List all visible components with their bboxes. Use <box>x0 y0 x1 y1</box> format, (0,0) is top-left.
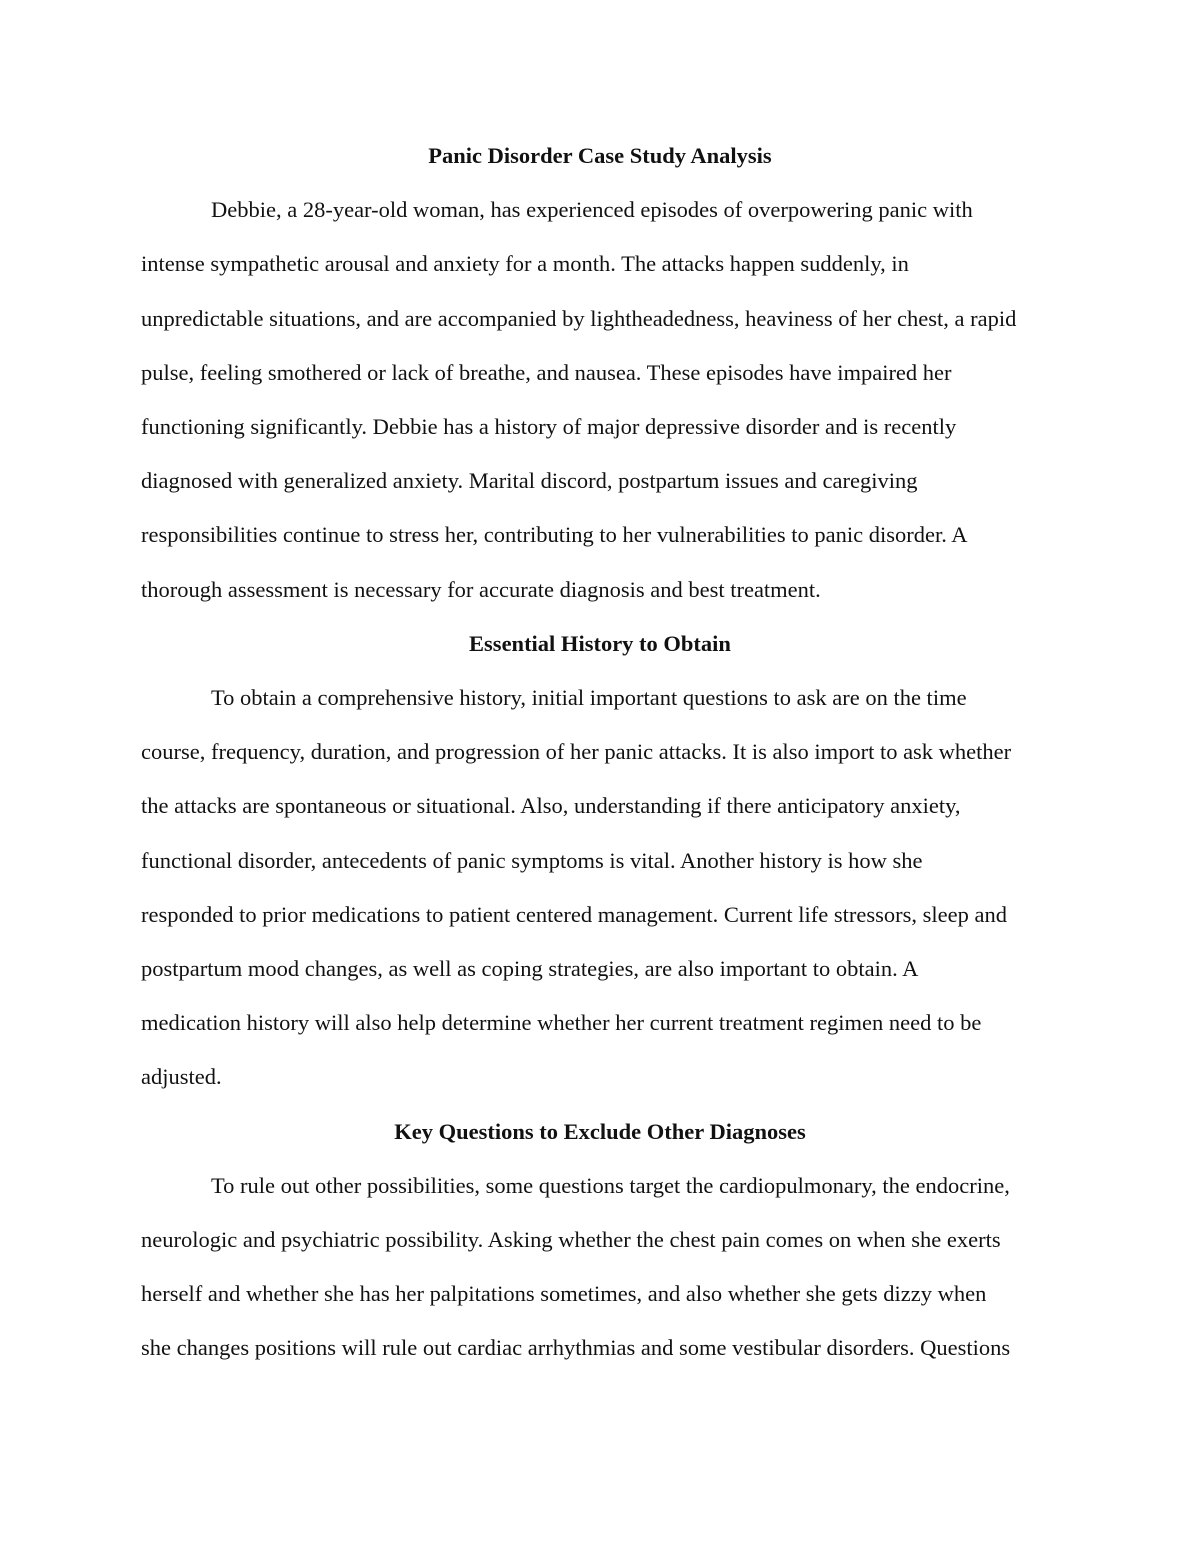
paragraph-line: responded to prior medications to patient centered management. Current life stressors, sleep and <box>141 901 1007 927</box>
section-heading-history: Essential History to Obtain <box>469 630 731 656</box>
paragraph-line: course, frequency, duration, and progression of her panic attacks. It is also import to ask whether <box>141 739 1012 765</box>
paragraph-line: To rule out other possibilities, some questions target the cardiopulmonary, the endocrine, <box>211 1172 1010 1198</box>
paragraph-line: the attacks are spontaneous or situational. Also, understanding if there anticipatory anxiety, <box>141 793 961 819</box>
paragraph-line: Debbie, a 28-year-old woman, has experienced episodes of overpowering panic with <box>211 197 973 223</box>
document-title: Panic Disorder Case Study Analysis <box>428 143 772 168</box>
paragraph-line: neurologic and psychiatric possibility. Asking whether the chest pain comes on when she exerts <box>141 1227 1001 1253</box>
paragraph-line: thorough assessment is necessary for accurate diagnosis and best treatment. <box>141 576 821 602</box>
paragraph-line: she changes positions will rule out cardiac arrhythmias and some vestibular disorders. Questions <box>141 1335 1011 1361</box>
paragraph-line: medication history will also help determine whether her current treatment regimen need to be <box>141 1010 982 1036</box>
paragraph-line: unpredictable situations, and are accompanied by lightheadedness, heaviness of her chest, a rapid <box>141 305 1017 331</box>
paragraph-line: adjusted. <box>141 1064 222 1090</box>
paragraph-line: functional disorder, antecedents of panic symptoms is vital. Another history is how she <box>141 847 923 873</box>
paragraph-line: postpartum mood changes, as well as coping strategies, are also important to obtain. A <box>141 956 919 982</box>
paragraph-line: To obtain a comprehensive history, initial important questions to ask are on the time <box>211 685 967 711</box>
paragraph-line: pulse, feeling smothered or lack of breathe, and nausea. These episodes have impaired her <box>141 359 952 385</box>
paragraph-line: diagnosed with generalized anxiety. Marital discord, postpartum issues and caregiving <box>141 468 918 494</box>
paragraph-line: intense sympathetic arousal and anxiety for a month. The attacks happen suddenly, in <box>141 251 909 277</box>
intro-paragraph <box>141 183 1059 617</box>
paragraph-line: herself and whether she has her palpitations sometimes, and also whether she gets dizzy when <box>141 1281 987 1307</box>
paragraph-line: functioning significantly. Debbie has a history of major depressive disorder and is recently <box>141 414 957 440</box>
paragraph-line: responsibilities continue to stress her, contributing to her vulnerabilities to panic disorder. A <box>141 522 968 548</box>
history-paragraph <box>141 671 1059 1105</box>
section-heading-exclusion: Key Questions to Exclude Other Diagnoses <box>394 1118 806 1144</box>
document-body <box>141 129 1059 1376</box>
exclusion-paragraph <box>141 1159 1059 1376</box>
